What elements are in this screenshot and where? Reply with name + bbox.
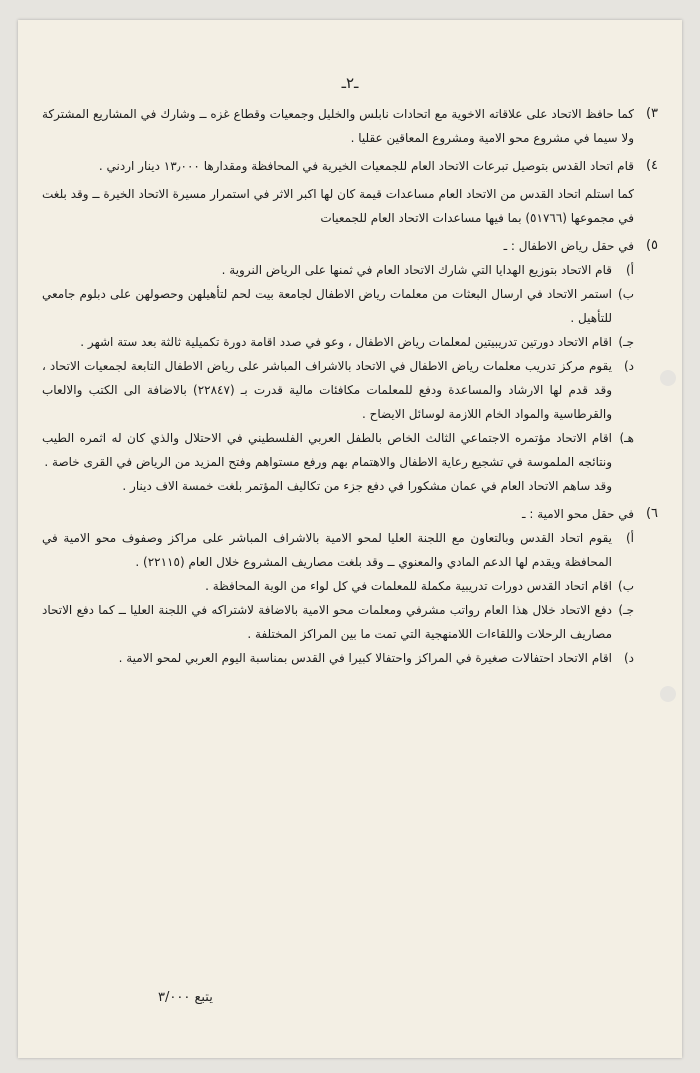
sub-item-text: اقام اتحاد القدس دورات تدريبية مكملة للمعلمات في كل لواء من الوية المحافظة . bbox=[205, 579, 612, 593]
item-paragraph: كما استلم اتحاد القدس من الاتحاد العام مساعدات قيمة كان لها اكبر الاثر في استمرار مسيرة الاتحاد الخيرة ــ وقد بلغت في مجموعها (٥١٧٦٦) بما فيها مساعدات الاتحاد العام للجمعيات bbox=[42, 187, 634, 225]
sub-item-text: استمر الاتحاد في ارسال البعثات من معلمات رياض الاطفال لجامعة بيت لحم لتأهيلهن وحصولهن على دبلوم جامعي للتأهيل . bbox=[42, 287, 612, 325]
item-4 bbox=[42, 154, 658, 230]
sub-item bbox=[42, 330, 634, 354]
sub-item bbox=[42, 426, 634, 498]
sub-item bbox=[42, 282, 634, 330]
item-number: ٤) bbox=[645, 158, 658, 173]
sub-item-text: اقام الاتحاد مؤتمره الاجتماعي الثالث الخاص بالطفل العربي الفلسطيني في الاحتلال والذي كان له اثمره الطيب ونتائجه الملموسة في تشجيع رعاية الاطفال والاهتمام بهم ورفع مستواهم وفتح المزيد من الرياض في القرى خاصة . bbox=[42, 431, 612, 469]
item-number: ٣) bbox=[645, 106, 658, 121]
item-5 bbox=[42, 234, 658, 498]
document-page bbox=[18, 20, 682, 1058]
sub-item bbox=[42, 526, 634, 574]
item-3 bbox=[42, 102, 658, 150]
sub-item-text: يقوم اتحاد القدس وبالتعاون مع اللجنة العليا لمحو الامية بالاشراف المباشر على مراكز وصفوف محو الامية في المحافظة ويقدم لها الدعم المادي والمعنوي ــ وقد بلغت مصاريف المشروع خلال العام (٢٢١١٥) . bbox=[42, 531, 612, 569]
item-paragraph: كما حافظ الاتحاد على علاقاته الاخوية مع اتحادات نابلس والخليل وجمعيات وقطاع غزه ــ وشارك في المشاريع المشتركة ولا سيما في مشروع محو الامية ومشروع المعاقين عقليا . bbox=[42, 107, 634, 145]
section-heading: في حقل رياض الاطفال : ـ bbox=[503, 239, 634, 253]
item-6 bbox=[42, 502, 658, 670]
sub-item-text: يقوم مركز تدريب معلمات رياض الاطفال في الاتحاد بالاشراف المباشر على رياض الاطفال التابعة لجمعيات الاتحاد ، وقد قدم لها الارشاد والمساعدة ودفع للمعلمات مكافئات مالية قدرت بـ (٢٢٨٤٧) بالاضافة الى الكتب والالعاب والقرطاسية والمواد الخام اللازمة لوسائل الايضاح . bbox=[42, 359, 613, 421]
sub-item-text: قام الاتحاد بتوزيع الهدايا التي شارك الاتحاد العام في ثمنها على الرياض النروية . bbox=[221, 263, 612, 277]
sub-item-label: جـ) bbox=[618, 603, 634, 617]
sub-item-label: أ) bbox=[625, 531, 634, 545]
sub-item-label: د) bbox=[623, 651, 634, 665]
sub-item-label: هـ) bbox=[619, 431, 634, 445]
punch-hole bbox=[660, 686, 676, 702]
sub-item bbox=[42, 646, 634, 670]
section-heading: في حقل محو الامية : ـ bbox=[522, 507, 634, 521]
punch-hole bbox=[660, 370, 676, 386]
sub-item bbox=[42, 598, 634, 646]
sub-item-label: جـ) bbox=[618, 335, 634, 349]
item-number: ٦) bbox=[645, 506, 658, 521]
sub-item-text: اقام الاتحاد دورتين تدريبيتين لمعلمات رياض الاطفال ، وعو في صدد اقامة دورة تكميلية ثالثة بعد ستة اشهر . bbox=[80, 335, 612, 349]
sub-item-label: د) bbox=[623, 359, 634, 373]
sub-item bbox=[42, 574, 634, 598]
sub-item bbox=[42, 258, 634, 282]
sub-item-text: اقام الاتحاد احتفالات صغيرة في المراكز واحتفالا كبيرا في القدس بمناسبة اليوم العربي لمحو الامية . bbox=[118, 651, 612, 665]
sub-item-text: دفع الاتحاد خلال هذا العام رواتب مشرفي ومعلمات محو الامية بالاضافة لاشتراكه في اللجنة العليا ــ كما دفع الاتحاد مصاريف الرحلات واللقاءات اللامنهجية التي تمت ما بين المراكز المختلفة . bbox=[42, 603, 612, 641]
sub-item-text: وقد ساهم الاتحاد العام في عمان مشكورا في دفع جزء من تكاليف المؤتمر بلغت خمسة الاف دينار . bbox=[122, 479, 612, 493]
sub-item-label: أ) bbox=[625, 263, 634, 277]
sub-item bbox=[42, 354, 634, 426]
page-number: ـ٢ـ bbox=[341, 74, 359, 92]
sub-item-label: ب) bbox=[618, 579, 634, 593]
sub-item-label: ب) bbox=[618, 287, 634, 301]
continuation-note: يتبع ٣/٠٠٠ bbox=[158, 990, 213, 1005]
document-body bbox=[42, 102, 658, 670]
item-number: ٥) bbox=[645, 238, 658, 253]
item-paragraph: قام اتحاد القدس بتوصيل تبرعات الاتحاد العام للجمعيات الخيرية في المحافظة ومقدارها ١٣٫٠٠٠ دينار اردني . bbox=[98, 159, 634, 173]
